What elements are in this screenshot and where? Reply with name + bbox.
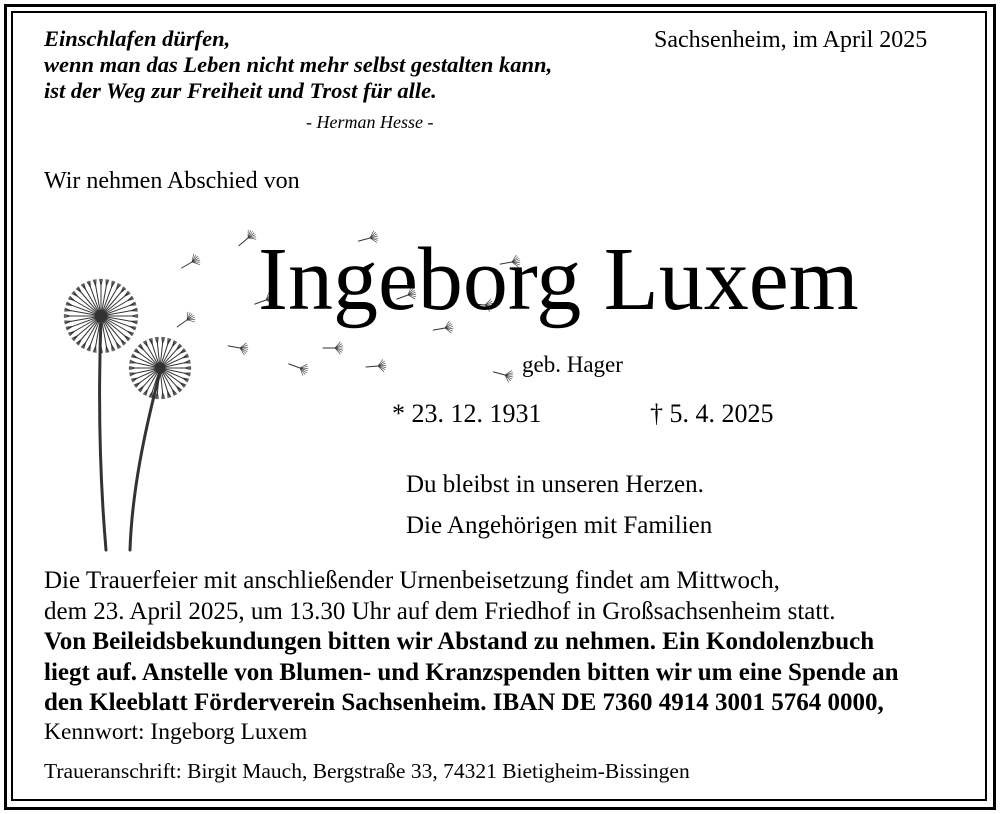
mourning-address: Traueranschrift: Birgit Mauch, Bergstraße 33, 74321 Bietigheim-Bissingen <box>44 759 690 783</box>
quote-line: ist der Weg zur Freiheit und Trost für alle. <box>44 78 437 103</box>
maiden-name: geb. Hager <box>522 352 623 377</box>
quote-line: wenn man das Leben nicht mehr selbst gestalten kann, <box>44 52 553 77</box>
signature: Die Angehörigen mit Familien <box>406 512 713 539</box>
intro-text: Wir nehmen Abschied von <box>44 168 300 194</box>
epigraph-quote <box>44 26 552 104</box>
service-line: dem 23. April 2025, um 13.30 Uhr auf dem Friedhof in Großsachsenheim statt. <box>44 597 836 625</box>
service-details <box>44 566 899 719</box>
death-date: † 5. 4. 2025 <box>650 399 774 428</box>
donation-line: Von Beileidsbekundungen bitten wir Abstand zu nehmen. Ein Kondolenzbuch <box>44 628 875 655</box>
donation-line: liegt auf. Anstelle von Blumen- und Kranzspenden bitten wir um eine Spende an <box>44 658 899 686</box>
place-date: Sachsenheim, im April 2025 <box>654 27 928 53</box>
keyword: Kennwort: Ingeborg Luxem <box>44 719 308 745</box>
donation-line: den Kleeblatt Förderverein Sachsenheim. IBAN DE 7360 4914 3001 5764 0000, <box>44 689 884 716</box>
deceased-name: Ingeborg Luxem <box>258 230 859 329</box>
service-line: Die Trauerfeier mit anschließender Urnenbeisetzung findet am Mittwoch, <box>44 567 780 594</box>
birth-date: * 23. 12. 1931 <box>392 399 542 428</box>
quote-attribution: - Herman Hesse - <box>306 112 434 132</box>
quote-line: Einschlafen dürfen, <box>44 26 231 51</box>
motto: Du bleibst in unseren Herzen. <box>406 471 704 498</box>
